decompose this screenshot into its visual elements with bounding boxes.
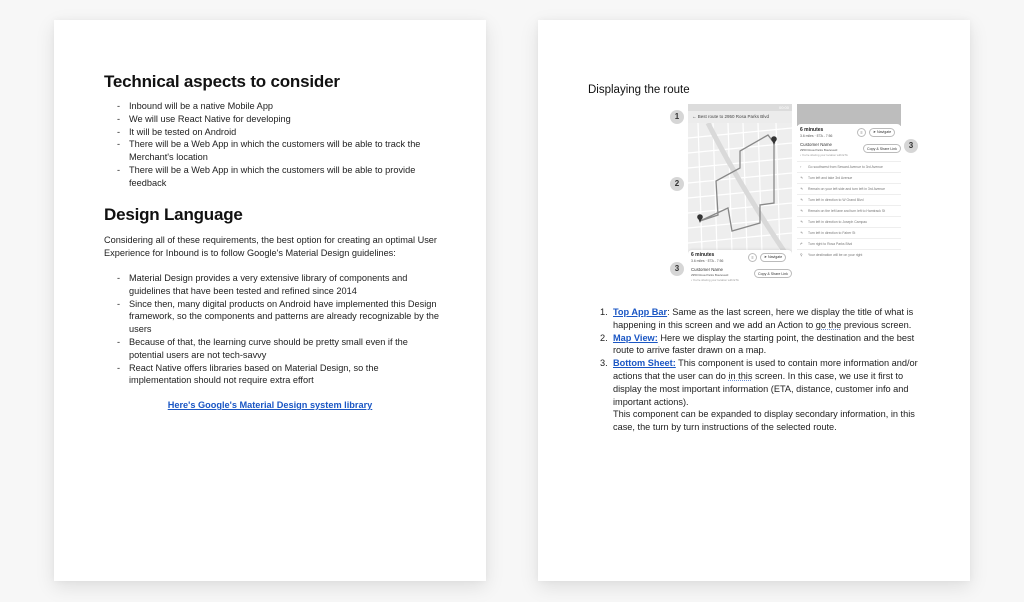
turn-item[interactable] <box>797 183 901 194</box>
turn-left-icon: ↰ <box>800 176 803 180</box>
list-item: - It will be tested on Android <box>104 126 434 139</box>
straight-arrow-icon: ↑ <box>800 165 802 169</box>
list-item: - React Native offers libraries based on Material Design, so the implementation should not require extra effort <box>104 362 439 388</box>
bottom-sheet-link[interactable]: Bottom Sheet: <box>613 358 676 369</box>
list-item: - Since then, many digital products on Android have implemented this Design framework, so the components and patterns are already recognizable by the users <box>104 298 439 336</box>
material-link-wrapper <box>54 400 486 410</box>
technical-list <box>104 100 434 190</box>
status-bar <box>688 104 792 111</box>
copy-share-link-button[interactable]: Copy & Share Link <box>863 144 901 153</box>
turn-text: Turn left in direction to Faber St <box>808 231 856 235</box>
turn-text: Your destination will be on your right <box>808 253 863 257</box>
list-item: - We will use React Native for developing <box>104 113 434 126</box>
turn-text: Go southwest from Seward Avenue to 3rd Avenue <box>808 165 883 169</box>
list-icon[interactable]: ≡ <box>748 253 757 262</box>
list-icon[interactable]: ≡ <box>857 128 866 137</box>
turn-left-icon: ↰ <box>800 187 803 191</box>
turn-item[interactable] <box>797 194 901 205</box>
turn-item[interactable] <box>797 227 901 238</box>
separator: : <box>667 307 670 317</box>
turn-item[interactable] <box>797 249 901 260</box>
description-text: screen. In this case, we use it first to display the most important information (ETA, distance, customer info and important actions). <box>613 370 909 407</box>
route-section-title: Displaying the route <box>588 84 690 96</box>
turn-left-icon: ↰ <box>800 231 803 235</box>
eta-title: 6 minutes <box>691 252 715 258</box>
callout-badge-3b: 3 <box>904 139 918 153</box>
description-text: previous screen. <box>841 319 912 330</box>
turn-text: Remain on the left lane and turn left to Hamtrack St <box>808 209 886 213</box>
turn-right-icon: ↱ <box>800 242 803 246</box>
turn-item[interactable] <box>797 161 901 172</box>
spellcheck-underline-text[interactable]: in this <box>728 370 753 381</box>
list-item: - Because of that, the learning curve should be pretty small even if the potential users are not tech-savvy <box>104 336 439 362</box>
technical-heading: Technical aspects to consider <box>104 72 340 91</box>
callout-badge-3: 3 <box>670 262 684 276</box>
list-item <box>596 306 918 332</box>
callout-badge-1: 1 <box>670 110 684 124</box>
eta-title: 6 minutes <box>800 127 824 133</box>
turn-text: Turn left in direction to W Grand Blvd <box>808 198 864 202</box>
turn-item[interactable] <box>797 172 901 183</box>
sharing-note: • You're sharing your location with ETA <box>800 153 848 157</box>
status-time: 00:00 <box>778 105 789 110</box>
eta-subtitle: 3.6 miles · ETA - 7:56 <box>800 134 833 138</box>
design-intro: Considering all of these requirements, the best option for creating an optimal User Experience for Inbound is to follow Google's Material Design guidelines: <box>104 235 437 258</box>
customer-address: 2950 Rosa Parks Boulevard <box>691 273 729 277</box>
document-page-left <box>54 20 486 581</box>
list-item: - Inbound will be a native Mobile App <box>104 100 434 113</box>
arrow-left-icon[interactable]: ← <box>692 114 697 119</box>
eta-subtitle: 3.6 miles · ETA - 7:56 <box>691 259 724 263</box>
component-description-list <box>596 306 918 434</box>
list-number: 2. <box>600 332 608 343</box>
customer-address: 2950 Rosa Parks Boulevard <box>800 148 838 152</box>
map-dimmed <box>797 104 901 126</box>
list-item <box>596 357 918 434</box>
app-bar-title: Best route to 2950 Rosa Parks Blvd <box>697 114 770 119</box>
navigate-button[interactable] <box>869 128 895 137</box>
turn-text: Remain on your left side and turn left in 3rd Avenue <box>808 187 886 191</box>
turn-text: Turn left in direction to Joseph Campau <box>808 220 868 224</box>
turn-item[interactable] <box>797 205 901 216</box>
description-text: This component is used to contain more information and/or actions that the user can do <box>613 358 918 381</box>
map-screen-mockup <box>688 104 792 284</box>
description-extra: This component can be expanded to display secondary information, in this case, the turn by turn instructions of the selected route. <box>613 409 915 433</box>
turn-left-icon: ↰ <box>800 220 803 224</box>
list-number: 3. <box>600 358 608 369</box>
document-page-right <box>538 20 970 581</box>
turn-list <box>797 161 901 260</box>
list-item: - Material Design provides a very extensive library of components and guidelines that have been tested and refined since 2014 <box>104 272 439 298</box>
spellcheck-underline-text[interactable]: go the <box>815 319 842 330</box>
turn-text: Turn left and take 3rd Avenue <box>808 176 853 180</box>
design-heading: Design Language <box>104 205 243 224</box>
top-app-bar-link[interactable]: Top App Bar <box>613 307 668 317</box>
list-item: - There will be a Web App in which the customers will be able to provide feedback <box>104 164 434 190</box>
expanded-sheet-mockup <box>797 104 901 284</box>
navigate-label: Navigate <box>768 255 783 259</box>
turn-item[interactable] <box>797 216 901 227</box>
description-text: Here we display the starting point, the destination and the best route to arrive faster drawn on a map. <box>613 332 915 356</box>
navigate-button[interactable] <box>760 253 786 262</box>
bottom-sheet-expanded[interactable] <box>797 124 901 284</box>
turn-left-icon: ↰ <box>800 198 803 202</box>
turn-text: Turn right to Rosa Parks Blvd <box>808 242 853 246</box>
list-item: - There will be a Web App in which the customers will be able to track the Merchant's location <box>104 138 434 164</box>
customer-name: Customer Name <box>800 142 832 147</box>
copy-share-link-button[interactable]: Copy & Share Link <box>754 269 792 278</box>
navigate-label: Navigate <box>877 130 892 134</box>
turn-left-icon: ↰ <box>800 209 803 213</box>
callout-badge-2: 2 <box>670 177 684 191</box>
bottom-sheet-collapsed[interactable] <box>688 250 792 284</box>
customer-name: Customer Name <box>691 267 723 272</box>
sharing-note: • You're sharing your location with ETA <box>691 278 739 282</box>
navigation-arrow-icon: ➤ <box>764 255 768 259</box>
navigation-arrow-icon: ➤ <box>873 130 877 134</box>
map-view-link[interactable]: Map View: <box>613 332 658 343</box>
material-design-link[interactable]: Here's Google's Material Design system library <box>167 400 373 410</box>
description-text: Same as the last screen, here we display the title of what is happening in this screen and we add an Action to <box>613 307 914 330</box>
turn-item[interactable] <box>797 238 901 249</box>
list-number: 1. <box>600 307 608 317</box>
list-item <box>596 332 918 358</box>
destination-pin-icon: ⚲ <box>800 253 803 257</box>
design-list <box>104 272 439 387</box>
